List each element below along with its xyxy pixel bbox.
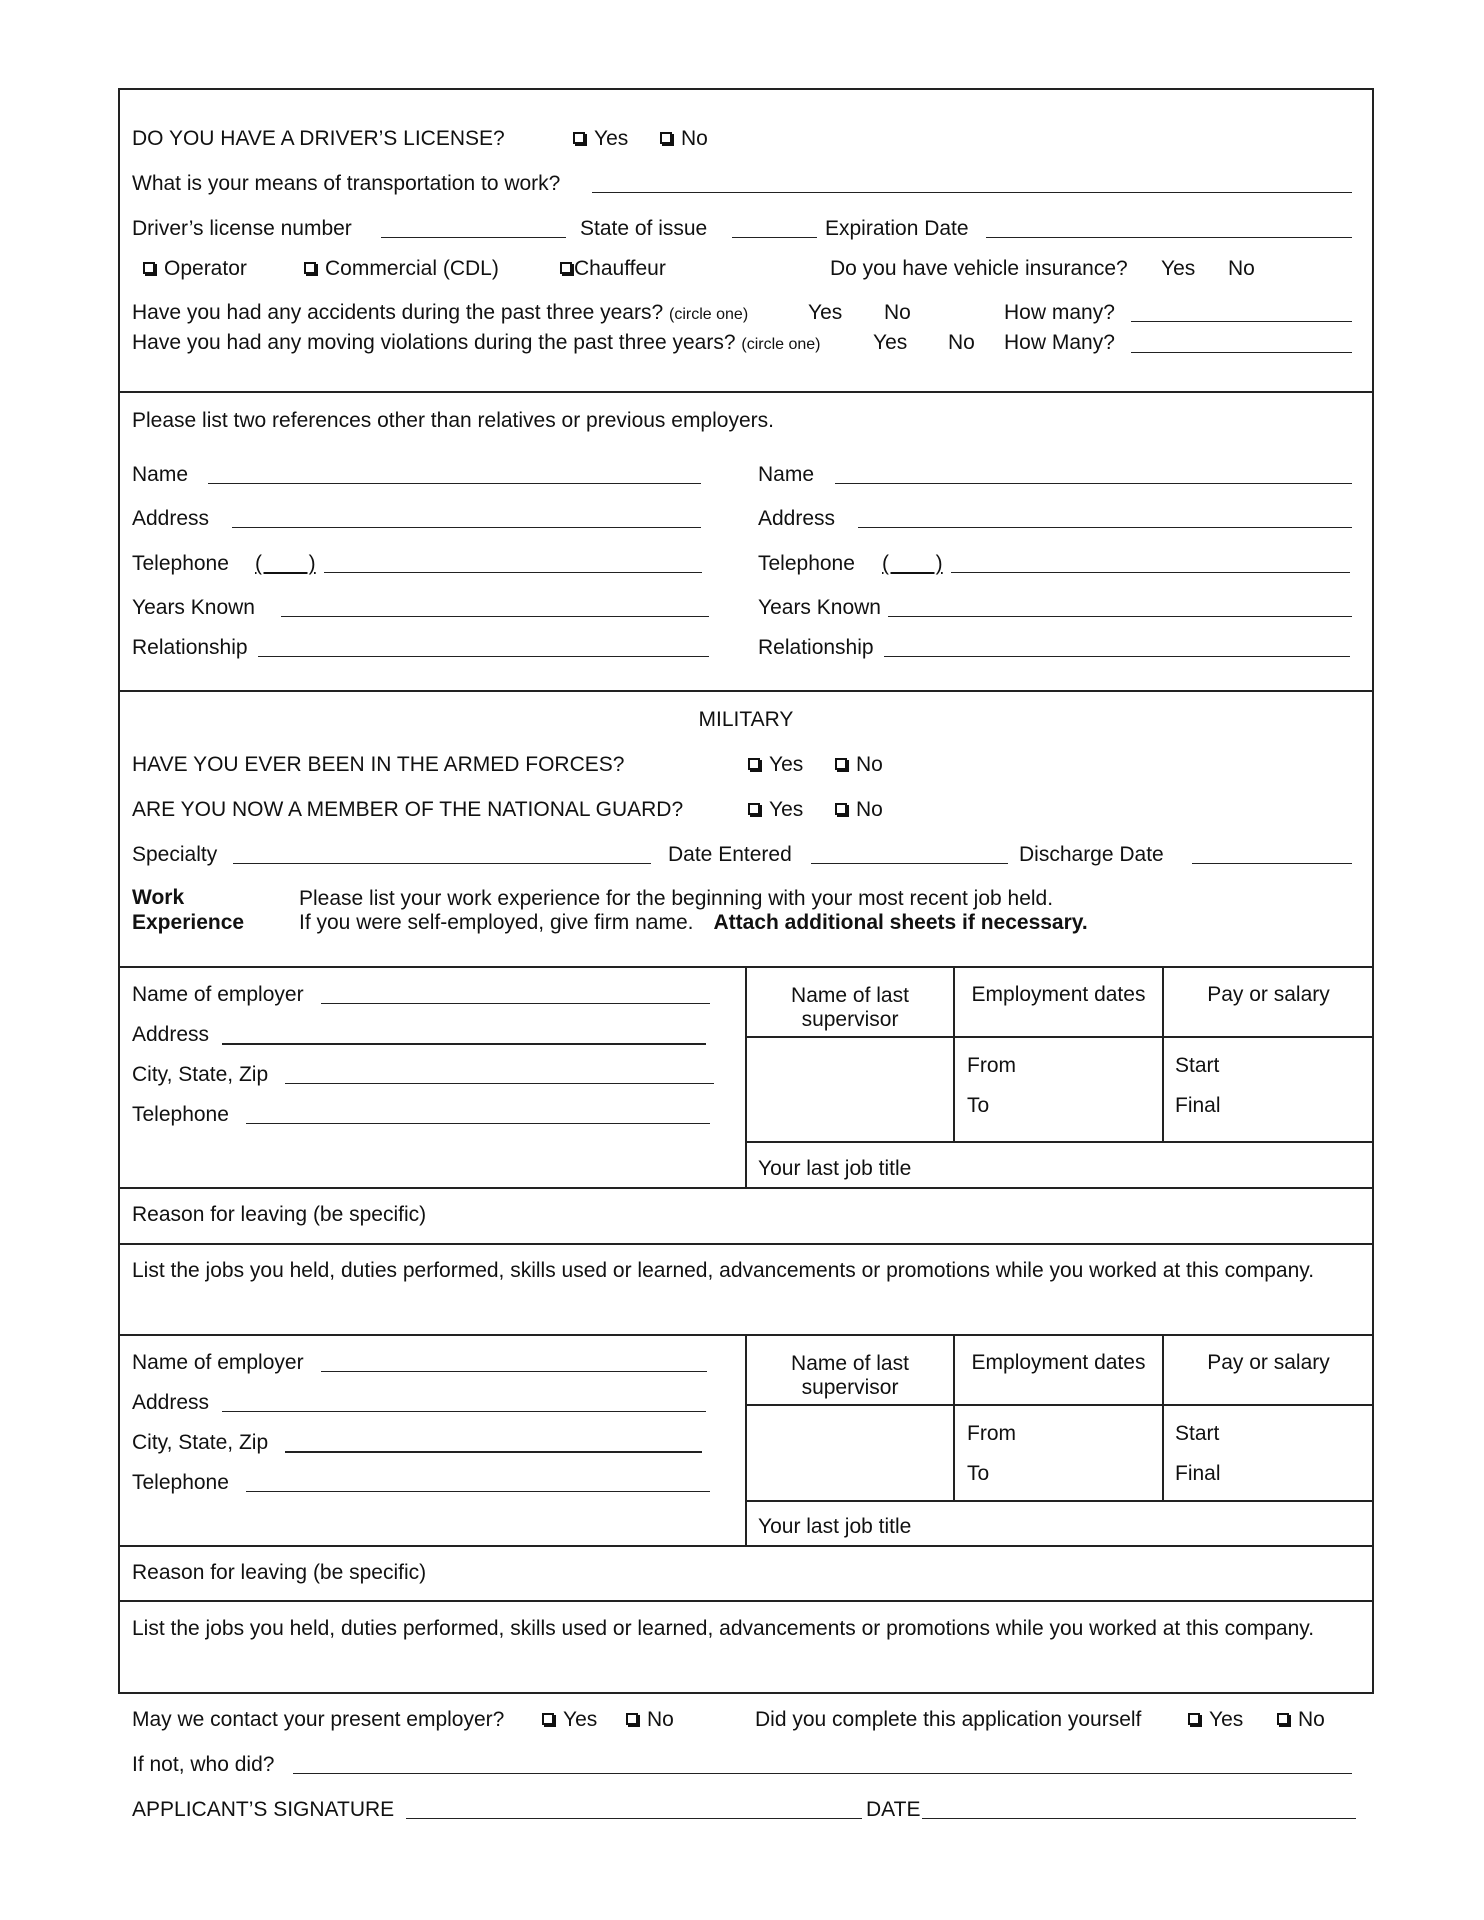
employer1-start-label: Start (1175, 1054, 1220, 1077)
employer1-telephone-field[interactable] (246, 1123, 710, 1124)
ref1-address-label: Address (132, 507, 210, 530)
checkbox-icon (573, 132, 585, 144)
ref1-relationship-label: Relationship (132, 636, 248, 659)
armed-forces-no-checkbox[interactable]: No (835, 754, 883, 775)
checkbox-icon (1277, 1713, 1289, 1725)
employer2-to-label: To (967, 1462, 990, 1485)
national-guard-yes-checkbox[interactable]: Yes (748, 799, 803, 820)
complete-application-question: Did you complete this application yourself (755, 1708, 1142, 1731)
circle-one-note: (circle one) (669, 306, 749, 323)
employer1-pay-header: Pay or salary (1207, 983, 1330, 1006)
ref2-years-field[interactable] (888, 616, 1352, 617)
checkbox-icon (748, 803, 760, 815)
ref2-name-label: Name (758, 463, 815, 486)
state-label: State of issue (580, 217, 708, 240)
ref1-address-field[interactable] (232, 527, 701, 528)
contact-yes-checkbox[interactable]: Yes (542, 1709, 597, 1730)
employer1-telephone-label: Telephone (132, 1103, 229, 1126)
checkbox-icon (660, 132, 672, 144)
license-yes-checkbox[interactable]: Yes (573, 128, 628, 149)
transport-field[interactable] (592, 192, 1352, 193)
work-instructions-2: If you were self-employed, give firm name. Attach additional sheets if necessary. (299, 911, 1088, 934)
employer1-job-title-label: Your last job title (758, 1157, 912, 1180)
national-guard-question: ARE YOU NOW A MEMBER OF THE NATIONAL GUARD? (132, 798, 684, 821)
violations-how-many-field[interactable] (1131, 352, 1352, 353)
ref1-name-label: Name (132, 463, 189, 486)
license-question: DO YOU HAVE A DRIVER’S LICENSE? (132, 127, 505, 150)
date-label: DATE (866, 1798, 921, 1821)
ref2-address-label: Address (758, 507, 836, 530)
insurance-yes[interactable]: Yes (1161, 257, 1196, 280)
ref1-telephone-label: Telephone (132, 552, 229, 575)
employer1-name-label: Name of employer (132, 983, 304, 1006)
military-title: MILITARY (698, 708, 794, 731)
discharge-date-field[interactable] (1192, 863, 1352, 864)
employer2-name-label: Name of employer (132, 1351, 304, 1374)
employer1-city-field[interactable] (285, 1083, 714, 1084)
national-guard-no-checkbox[interactable]: No (835, 799, 883, 820)
employer2-reason-label: Reason for leaving (be specific) (132, 1561, 427, 1584)
employer1-final-label: Final (1175, 1094, 1221, 1117)
checkbox-icon (835, 758, 847, 770)
checkbox-icon (560, 262, 572, 274)
date-entered-field[interactable] (811, 863, 1008, 864)
employer2-from-label: From (967, 1422, 1016, 1445)
checkbox-icon (748, 758, 760, 770)
ref1-years-field[interactable] (281, 616, 709, 617)
ref2-name-field[interactable] (835, 483, 1352, 484)
employer2-name-field[interactable] (321, 1371, 707, 1372)
class-operator-checkbox[interactable]: Operator (143, 258, 247, 279)
employer2-duties-label: List the jobs you held, duties performed, skills used or learned, advancements or promotions while you worked at this company. (132, 1617, 1315, 1640)
insurance-question: Do you have vehicle insurance? (830, 257, 1128, 280)
references-section (118, 391, 1374, 692)
work-heading-line1: Work (132, 886, 185, 909)
license-number-field[interactable] (381, 237, 566, 238)
transport-label: What is your means of transportation to work? (132, 172, 561, 195)
accidents-yes[interactable]: Yes (808, 301, 843, 324)
complete-yes-checkbox[interactable]: Yes (1188, 1709, 1243, 1730)
license-no-checkbox[interactable]: No (660, 128, 708, 149)
ref2-telephone-field[interactable] (951, 572, 1350, 573)
employer1-from-label: From (967, 1054, 1016, 1077)
date-entered-label: Date Entered (668, 843, 792, 866)
insurance-no[interactable]: No (1228, 257, 1255, 280)
employer1-supervisor-header: Name of last supervisor (791, 984, 909, 1032)
employer1-dates-header: Employment dates (971, 983, 1146, 1006)
checkbox-icon (626, 1713, 638, 1725)
expiration-label: Expiration Date (825, 217, 969, 240)
ref1-area-code[interactable]: ( ) (255, 552, 316, 575)
circle-one-note: (circle one) (741, 336, 821, 353)
employer2-city-field[interactable] (285, 1451, 702, 1453)
ref1-years-label: Years Known (132, 596, 255, 619)
employer1-address-label: Address (132, 1023, 210, 1046)
employer1-address-field[interactable] (222, 1043, 706, 1045)
employer2-pay-header: Pay or salary (1207, 1351, 1330, 1374)
checkbox-icon (542, 1713, 554, 1725)
ref2-years-label: Years Known (758, 596, 881, 619)
if-not-field[interactable] (293, 1773, 1352, 1774)
employer1-name-field[interactable] (321, 1003, 710, 1004)
employer2-supervisor-header: Name of last supervisor (791, 1352, 909, 1400)
employer1-reason-label: Reason for leaving (be specific) (132, 1203, 427, 1226)
employer2-address-label: Address (132, 1391, 210, 1414)
contact-employer-question: May we contact your present employer? (132, 1708, 505, 1731)
work-heading-line2: Experience (132, 911, 245, 934)
class-commercial-checkbox[interactable]: Commercial (CDL) (304, 258, 499, 279)
employer1-to-label: To (967, 1094, 990, 1117)
employer2-city-label: City, State, Zip (132, 1431, 269, 1454)
date-field[interactable] (922, 1818, 1356, 1819)
ref2-area-code[interactable]: ( ) (882, 552, 943, 575)
armed-forces-question: HAVE YOU EVER BEEN IN THE ARMED FORCES? (132, 753, 625, 776)
signature-field[interactable] (406, 1818, 862, 1819)
complete-no-checkbox[interactable]: No (1277, 1709, 1325, 1730)
employer2-start-label: Start (1175, 1422, 1220, 1445)
accidents-how-many-label: How many? (1004, 301, 1115, 324)
specialty-field[interactable] (233, 863, 651, 864)
contact-no-checkbox[interactable]: No (626, 1709, 674, 1730)
employer1-duties-label: List the jobs you held, duties performed, skills used or learned, advancements or promotions while you worked at this company. (132, 1259, 1315, 1282)
violations-how-many-label: How Many? (1004, 331, 1115, 354)
armed-forces-yes-checkbox[interactable]: Yes (748, 754, 803, 775)
employer1-city-label: City, State, Zip (132, 1063, 269, 1086)
if-not-label: If not, who did? (132, 1753, 275, 1776)
checkbox-icon (835, 803, 847, 815)
violations-yes[interactable]: Yes (873, 331, 908, 354)
checkbox-icon (304, 262, 316, 274)
work-instructions-1: Please list your work experience for the beginning with your most recent job held. (299, 887, 1054, 910)
ref2-telephone-label: Telephone (758, 552, 855, 575)
employer2-telephone-field[interactable] (246, 1491, 710, 1492)
employer2-final-label: Final (1175, 1462, 1221, 1485)
accidents-question: Have you had any accidents during the past three years? (circle one) (132, 301, 749, 324)
references-intro: Please list two references other than relatives or previous employers. (132, 409, 774, 432)
class-chauffeur-checkbox[interactable]: Chauffeur (560, 258, 666, 279)
license-number-label: Driver’s license number (132, 217, 352, 240)
ref1-name-field[interactable] (208, 483, 701, 484)
employer2-dates-header: Employment dates (971, 1351, 1146, 1374)
ref1-relationship-field[interactable] (258, 656, 709, 657)
checkbox-icon (143, 262, 155, 274)
specialty-label: Specialty (132, 843, 218, 866)
violations-no[interactable]: No (948, 331, 975, 354)
accidents-no[interactable]: No (884, 301, 911, 324)
state-field[interactable] (732, 237, 817, 238)
employer2-address-field[interactable] (222, 1411, 706, 1412)
violations-question: Have you had any moving violations during the past three years? (circle one) (132, 331, 821, 354)
employer2-job-title-label: Your last job title (758, 1515, 912, 1538)
ref1-telephone-field[interactable] (324, 572, 702, 573)
checkbox-icon (1188, 1713, 1200, 1725)
ref2-address-field[interactable] (858, 527, 1352, 528)
accidents-how-many-field[interactable] (1131, 321, 1352, 322)
ref2-relationship-field[interactable] (884, 656, 1350, 657)
employer2-telephone-label: Telephone (132, 1471, 229, 1494)
discharge-date-label: Discharge Date (1019, 843, 1164, 866)
signature-label: APPLICANT’S SIGNATURE (132, 1798, 395, 1821)
expiration-field[interactable] (986, 237, 1352, 238)
ref2-relationship-label: Relationship (758, 636, 874, 659)
